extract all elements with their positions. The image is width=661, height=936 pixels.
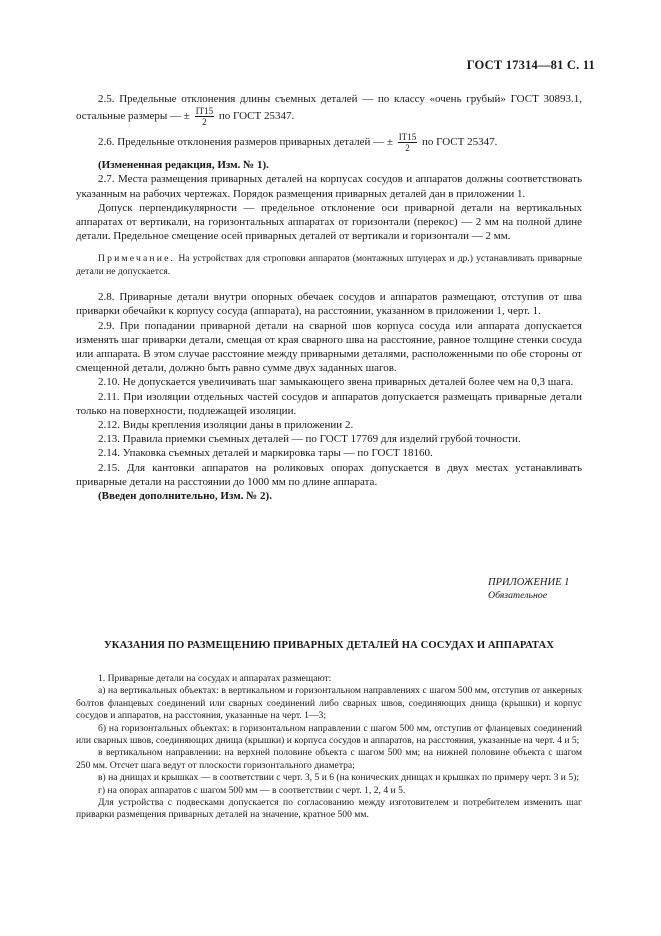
- note: [76, 253, 582, 278]
- clause-2-6-tail: по ГОСТ 25347.: [421, 136, 498, 149]
- appendix-text: [76, 673, 582, 822]
- appendix-item-1: 1. Приварные детали на сосудах и аппаратах размещают:: [98, 673, 332, 684]
- fraction-denominator: 2: [202, 117, 207, 128]
- clause-2-13: 2.13. Правила приемки съемных деталей — по ГОСТ 17769 для изделий грубой точности.: [98, 433, 521, 446]
- clause-2-12: 2.12. Виды крепления изоляции даны в приложении 2.: [98, 419, 354, 432]
- revision-note-1: (Измененная редакция, Изм. № 1).: [98, 159, 269, 172]
- page-header: ГОСТ 17314—81 С. 11: [466, 58, 595, 72]
- fraction-it15: [195, 106, 215, 127]
- appendix-item-1e: Для устройства с подвесками допускается по согласованию между изготовителем и потребителем изменить шаг приварки размещения приварных деталей на значение, кратное 500 мм.: [76, 797, 582, 821]
- appendix-number: ПРИЛОЖЕНИЕ 1: [488, 577, 570, 588]
- clause-2-5: [76, 92, 582, 127]
- clause-2-9: 2.9. При попадании приварной детали на сварной шов корпуса сосуда или аппарата допускается изменять шаг приварки детали, смещая от края сварного шва на расстояние, равное толщине стенки сосуда или аппарата. В этом случае расстояние между приварными деталями, расположенными по обе стороны от смещенной детали, должно быть равно сумме двух заданных шагов.: [76, 319, 582, 375]
- main-text: [76, 92, 582, 503]
- clause-2-5-tail: по ГОСТ 25347.: [218, 110, 295, 123]
- note-text: На устройствах для строповки аппаратов (монтажных штуцерах и др.) устанавливать приварные детали не допускается.: [76, 253, 582, 277]
- fraction-numerator: IT15: [195, 106, 214, 117]
- revision-note-2: (Введен дополнительно, Изм. № 2).: [98, 490, 272, 503]
- appendix-title: УКАЗАНИЯ ПО РАЗМЕЩЕНИЮ ПРИВАРНЫХ ДЕТАЛЕЙ НА СОСУДАХ И АППАРАТАХ: [103, 640, 555, 651]
- appendix-item-1b: б) на горизонтальных объектах: в горизонтальном направлении с шагом 500 мм, отступив от фланцевых соединений или сварных швов, соединяющих днища (крышки) и корпуса сосудов и аппаратов, на расстояния, указанные на черт. 4 и 5;: [76, 722, 582, 747]
- clause-2-7-tolerance: Допуск перпендикулярности — предельное отклонение оси приварной детали на вертикальных аппаратах от вертикали, на горизонтальных аппаратах от горизонтали (перекос) — 2 мм на полной длине детали. Предельное смещение осей приварных деталей от вертикали и горизонтали — 2 мм.: [76, 201, 582, 243]
- clause-2-10: 2.10. Не допускается увеличивать шаг замыкающего звена приварных деталей более чем на 0,3 шага.: [98, 376, 574, 389]
- clause-2-6: [76, 132, 582, 153]
- appendix-item-1a: а) на вертикальных объектах: в вертикальном и горизонтальном направлениях с шагом 500 мм, отступив от анкерных болтов фланцевых соединений или сварных соединений либо сварных швов, соединяющих днища (крышки) и корпус сосудов и аппаратов, на расстояния, указанные на черт. 1—3;: [76, 685, 582, 722]
- clause-2-11: 2.11. При изоляции отдельных частей сосудов и аппаратов допускается размещать приварные детали только на поверхности, подлежащей изоляции.: [76, 390, 582, 417]
- fraction-numerator: IT15: [398, 132, 417, 143]
- appendix-item-1d: г) на опорах аппаратов с шагом 500 мм — в соответствии с черт. 1, 2, 4 и 5.: [98, 784, 406, 796]
- clause-2-5-text: 2.5. Предельные отклонения длины съемных деталей — по классу «очень грубый» ГОСТ 30893.1, остальные размеры — ±: [76, 93, 582, 123]
- appendix-status: Обязательное: [488, 589, 548, 601]
- clause-2-14: 2.14. Упаковка съемных деталей и маркировка тары — по ГОСТ 18160.: [98, 447, 433, 460]
- appendix-item-1b-vertical: в вертикальном направлении: на верхней половине объекта с шагом 500 мм; на нижней половине объекта с шагом 250 мм. Отсчет шага ведут от плоскости горизонтального диаметра;: [76, 747, 582, 771]
- appendix-label: [488, 577, 569, 602]
- note-label: Примечание.: [98, 253, 176, 265]
- appendix-item-1c: в) на днищах и крышках — в соответствии с черт. 3, 5 и 6 (на конических днищах и крышках по примеру черт. 3 и 5);: [98, 772, 579, 784]
- clause-2-15: 2.15. Для кантовки аппаратов на роликовых опорах допускается в двух местах устанавливать приварные детали на расстоянии до 1000 мм по длине аппарата.: [76, 461, 582, 488]
- clause-2-6-text: 2.6. Предельные отклонения размеров приварных деталей — ±: [98, 136, 393, 149]
- fraction-denominator: 2: [405, 143, 410, 154]
- fraction-it15-2: [398, 132, 418, 153]
- clause-2-8: 2.8. Приварные детали внутри опорных обечаек сосудов и аппаратов размещают, отступив от шва приварки обечайки к корпусу сосуда (аппарата), на расстоянии, указанном в приложении 1, черт. 1.: [76, 291, 582, 318]
- clause-2-7: 2.7. Места размещения приварных деталей на корпусах сосудов и аппаратов должны соответствовать указанным на рабочих чертежах. Порядок размещения приварных деталей дан в приложении 1.: [76, 173, 582, 200]
